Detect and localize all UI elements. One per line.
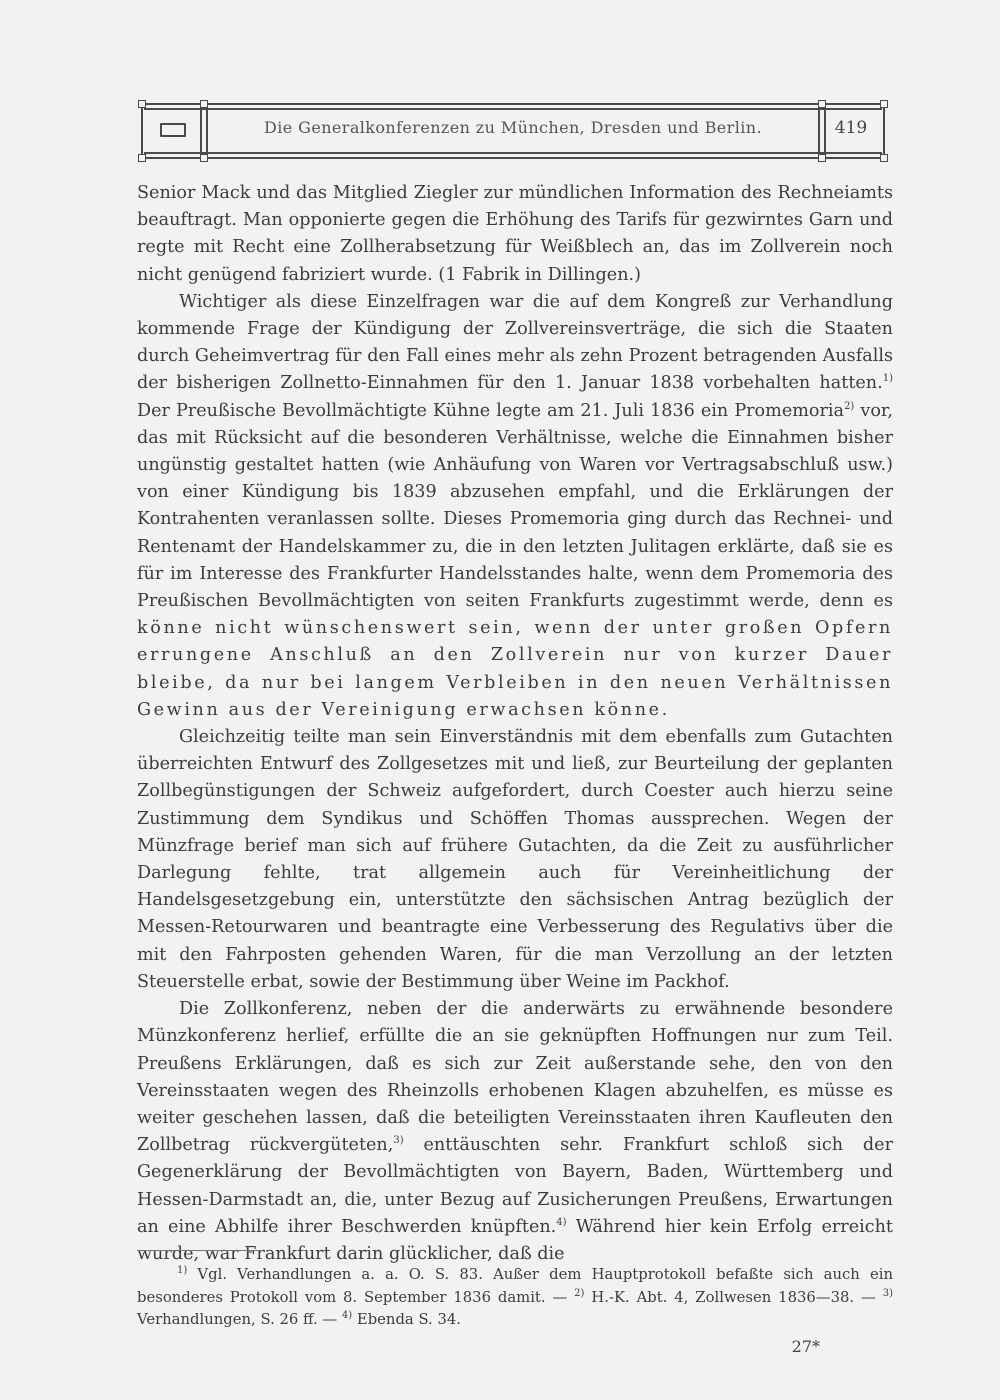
header-right-divider-inner: [818, 106, 820, 156]
footnote-reference: 3): [393, 1135, 404, 1147]
header-corner-ornament: [200, 154, 208, 162]
footnote-reference: 4): [556, 1216, 567, 1228]
header-corner-ornament: [818, 154, 826, 162]
header-corner-ornament: [880, 154, 888, 162]
paragraph: [137, 724, 893, 996]
footnote-reference: 4): [341, 1310, 353, 1322]
header-corner-ornament: [200, 100, 208, 108]
header-bottom-rule: [144, 157, 882, 159]
footnote-reference: 2): [574, 1287, 585, 1299]
text-run: Gleichzeitig teilte man sein Einverständnis mit dem ebenfalls zum Gutachten überreichten Entwurf des Zollgesetzes mit und ließ, zur Beurteilung der geplanten Zollbegünstigungen der Schweiz aufgefordert, durch Coester auch hierzu seine Zustimmung dem Syndikus und Schöffen Thomas aussprechen. Wegen der Münzfrage berief man sich auf frühere Gutachten, da die Zeit zu ausführlicher Darlegung fehlte, trat allgemein auch für Vereinheitlichung der Handelsgesetzgebung ein, unterstützte den sächsischen Antrag bezüglich der Messen-Retourwaren und beantragte eine Verbesserung des Regulativs über die mit den Fahrposten gehenden Waren, für die man Verzollung an der letzten Steuerstelle erbat, sowie der Bestimmung über Weine im Packhof.: [137, 727, 893, 992]
header-bottom-rule-inner: [144, 152, 882, 154]
paragraph: [137, 996, 893, 1268]
text-run: Die Zollkonferenz, neben der die anderwärts zu erwähnende besondere Münzkonferenz herlief, erfüllte die an sie geknüpften Hoffnungen nur zum Teil. Preußens Erklärungen, daß es sich zur Zeit außerstande sehe, den von den Vereinsstaaten wegen des Rheinzolls erhobenen Klagen abzuhelfen, es müsse es weiter geschehen lassen, daß die beteiligten Vereinsstaaten ihren Kaufleuten den Zollbetrag rückvergüteten,: [137, 999, 893, 1156]
text-run: enttäuschten sehr. Frankfurt schloß sich der Gegenerklärung der Bevollmächtigten von Bayern, Baden, Württemberg und Hessen-Darmstadt an, die, unter Bezug auf Zusicherungen Preußens, Erwartungen an eine Abhilfe ihrer Beschwerden knüpften.: [137, 1135, 893, 1237]
header-left-rule: [141, 106, 143, 156]
text-run: Vgl. Verhandlungen a. a. O. S. 83. Außer dem Hauptprotokoll befaßte sich auch ein besonderes Protokoll vom 8. September 1836 damit. —: [137, 1266, 893, 1306]
text-run: Ebenda S. 34.: [352, 1311, 461, 1328]
header-corner-ornament: [880, 100, 888, 108]
footnote-reference: 3): [882, 1287, 893, 1299]
header-top-rule: [144, 103, 882, 105]
running-header: [138, 100, 888, 162]
text-run: Wichtiger als diese Einzelfragen war die auf dem Kongreß zur Verhandlung kommende Frage der Kündigung der Zollvereinsverträge, die sich die Staaten durch Geheimvertrag für den Fall eines mehr als zehn Prozent betragenden Ausfalls der bisherigen Zollnetto-Einnahmen für den 1. Januar 1838 vorbehalten hatten.: [137, 291, 893, 394]
body-text: [137, 180, 893, 1268]
footnote-reference: 1): [177, 1265, 188, 1277]
paragraph: [137, 289, 893, 724]
footnotes: [137, 1264, 893, 1332]
page-number: 419: [834, 118, 868, 138]
text-run: Der Preußische Bevollmächtigte Kühne legte am 21. Juli 1836 ein Promemoria: [137, 400, 845, 421]
signature-mark: 27*: [791, 1337, 820, 1356]
text-run: Verhandlungen, S. 26 ff. —: [137, 1311, 342, 1328]
spaced-emphasis-text: könne nicht wünschenswert sein, wenn der unter großen Opfern errungene Anschluß an den Zollverein nur von kurzer Dauer bleibe, da nur bei langem Verbleiben in den neuen Verhältnissen Gewinn aus der Vereinigung erwachsen könne.: [137, 618, 893, 720]
footnote-reference: 1): [882, 373, 893, 385]
header-corner-ornament: [138, 100, 146, 108]
text-run: Während hier kein Erfolg erreicht wurde, war Frankfurt darin glücklicher, daß die: [137, 1216, 893, 1264]
header-top-rule-inner: [144, 108, 882, 110]
running-title: Die Generalkonferenzen zu München, Dresden und Berlin.: [264, 118, 762, 137]
header-box-ornament-icon: [160, 123, 186, 137]
header-corner-ornament: [138, 154, 146, 162]
text-run: Senior Mack und das Mitglied Ziegler zur mündlichen Information des Rechneiamts beauftragt. Man opponierte gegen die Erhöhung des Tarifs für gezwirntes Garn und regte mit Recht eine Zollherabsetzung für Weißblech an, das im Zollverein noch nicht genügend fabriziert wurde. (1 Fabrik in Dillingen.): [137, 183, 893, 285]
paragraph: [137, 180, 893, 289]
text-run: vor, das mit Rücksicht auf die besonderen Verhältnisse, welche die Einnahmen bisher ungünstig gestaltet hatten (wie Anhäufung von Waren vor Vertragsabschluß usw.) von einer Kündigung bis 1839 abzusehen empfahl, und die Erklärungen der Kontrahenten veranlassen sollte. Dieses Promemoria ging durch das Rechnei- und Rentenamt der Handelskammer zu, die in den letzten Julitagen erklärte, daß sie es für im Interesse des Frankfurter Handelsstandes halte, wenn dem Promemoria des Preußischen Bevollmächtigten von seiten Frankfurts zugestimmt werde, denn es: [137, 400, 893, 612]
header-left-divider: [200, 106, 202, 156]
footnote-reference: 2): [844, 400, 855, 412]
header-left-divider-inner: [206, 106, 208, 156]
header-corner-ornament: [818, 100, 826, 108]
footnote-text: [137, 1264, 893, 1332]
footnote-separator: [137, 1250, 263, 1251]
header-right-rule: [883, 106, 885, 156]
text-run: H.-K. Abt. 4, Zollwesen 1836—38. —: [584, 1288, 883, 1306]
